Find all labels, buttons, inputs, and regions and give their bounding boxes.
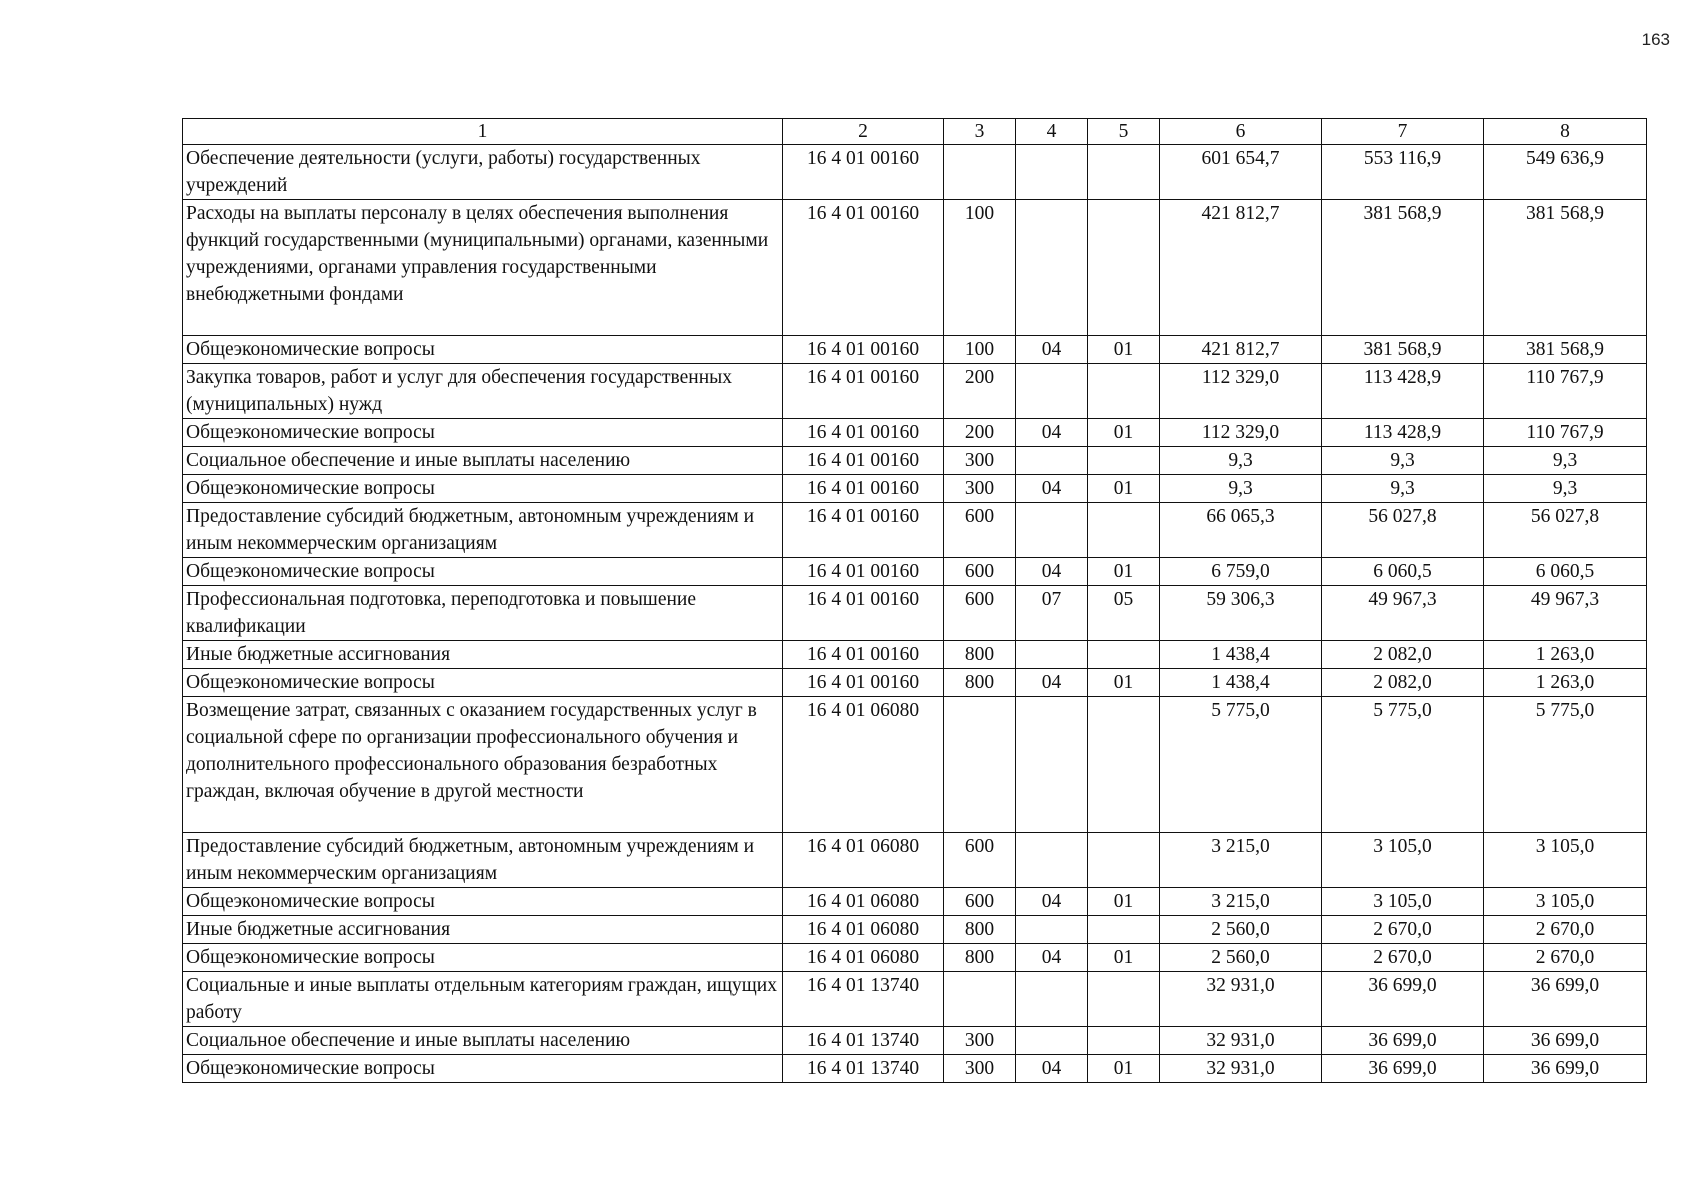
row-value-col6: 9,3 [1160,475,1322,503]
row-section: 04 [1016,1055,1088,1083]
table-row [183,200,1647,336]
row-subsection: 01 [1088,888,1160,916]
row-value-col6: 421 812,7 [1160,200,1322,336]
row-value-col6: 32 931,0 [1160,972,1322,1027]
row-value-col8: 381 568,9 [1484,200,1647,336]
row-expense-type: 100 [944,336,1016,364]
row-section [1016,1027,1088,1055]
row-value-col7: 6 060,5 [1322,558,1484,586]
row-subsection: 01 [1088,336,1160,364]
row-expense-type [944,145,1016,200]
row-subsection: 01 [1088,944,1160,972]
row-expense-type: 800 [944,669,1016,697]
row-expense-type: 300 [944,1055,1016,1083]
row-code: 16 4 01 13740 [783,1055,944,1083]
row-subsection [1088,697,1160,833]
row-expense-type: 800 [944,916,1016,944]
row-section [1016,697,1088,833]
row-code: 16 4 01 13740 [783,1027,944,1055]
row-subsection [1088,972,1160,1027]
row-value-col7: 56 027,8 [1322,503,1484,558]
table-row [183,1027,1647,1055]
row-code: 16 4 01 13740 [783,972,944,1027]
row-value-col7: 36 699,0 [1322,1055,1484,1083]
row-expense-type: 300 [944,1027,1016,1055]
row-name: Возмещение затрат, связанных с оказанием государственных услуг в социальной сфере по организации профессионального обучения и дополнительного профессионального образования безработных граждан, включая обучение в другой местности [183,697,783,833]
row-value-col7: 9,3 [1322,447,1484,475]
table-row [183,944,1647,972]
row-value-col7: 3 105,0 [1322,833,1484,888]
row-code: 16 4 01 00160 [783,447,944,475]
row-value-col8: 36 699,0 [1484,1027,1647,1055]
row-section [1016,503,1088,558]
table-row [183,586,1647,641]
row-subsection: 01 [1088,669,1160,697]
row-value-col7: 2 082,0 [1322,669,1484,697]
table-row [183,447,1647,475]
row-value-col6: 112 329,0 [1160,364,1322,419]
row-value-col7: 36 699,0 [1322,1027,1484,1055]
row-expense-type: 200 [944,364,1016,419]
row-section: 07 [1016,586,1088,641]
row-value-col6: 66 065,3 [1160,503,1322,558]
row-value-col8: 1 263,0 [1484,641,1647,669]
table-row [183,669,1647,697]
row-value-col7: 2 670,0 [1322,916,1484,944]
row-value-col7: 113 428,9 [1322,419,1484,447]
row-section: 04 [1016,336,1088,364]
table-row [183,364,1647,419]
table-row [183,641,1647,669]
row-value-col8: 9,3 [1484,475,1647,503]
table-row [183,336,1647,364]
table-row [183,503,1647,558]
row-section [1016,916,1088,944]
row-value-col6: 3 215,0 [1160,833,1322,888]
row-section: 04 [1016,475,1088,503]
row-name: Социальное обеспечение и иные выплаты населению [183,1027,783,1055]
row-code: 16 4 01 00160 [783,586,944,641]
row-value-col6: 5 775,0 [1160,697,1322,833]
row-name: Обеспечение деятельности (услуги, работы) государственных учреждений [183,145,783,200]
table-row [183,419,1647,447]
row-section: 04 [1016,558,1088,586]
row-subsection [1088,1027,1160,1055]
row-value-col8: 6 060,5 [1484,558,1647,586]
column-header: 7 [1322,119,1484,145]
row-subsection [1088,145,1160,200]
row-value-col7: 113 428,9 [1322,364,1484,419]
row-value-col8: 3 105,0 [1484,833,1647,888]
row-value-col8: 110 767,9 [1484,419,1647,447]
row-value-col6: 59 306,3 [1160,586,1322,641]
row-section: 04 [1016,669,1088,697]
row-subsection [1088,447,1160,475]
row-subsection [1088,833,1160,888]
row-name: Расходы на выплаты персоналу в целях обеспечения выполнения функций государственными (муниципальными) органами, казенными учреждениями, органами управления государственными внебюджетными фондами [183,200,783,336]
row-code: 16 4 01 06080 [783,833,944,888]
row-code: 16 4 01 06080 [783,916,944,944]
row-subsection [1088,364,1160,419]
row-value-col8: 2 670,0 [1484,916,1647,944]
row-section [1016,641,1088,669]
row-code: 16 4 01 00160 [783,669,944,697]
row-value-col8: 36 699,0 [1484,972,1647,1027]
row-name: Социальные и иные выплаты отдельным категориям граждан, ищущих работу [183,972,783,1027]
row-value-col7: 3 105,0 [1322,888,1484,916]
row-code: 16 4 01 00160 [783,641,944,669]
row-name: Общеэкономические вопросы [183,558,783,586]
row-expense-type [944,972,1016,1027]
table-row [183,145,1647,200]
row-value-col8: 3 105,0 [1484,888,1647,916]
row-name: Предоставление субсидий бюджетным, автономным учреждениям и иным некоммерческим организациям [183,833,783,888]
row-code: 16 4 01 00160 [783,145,944,200]
row-value-col8: 49 967,3 [1484,586,1647,641]
row-subsection: 01 [1088,475,1160,503]
row-code: 16 4 01 00160 [783,200,944,336]
column-header: 6 [1160,119,1322,145]
row-value-col8: 5 775,0 [1484,697,1647,833]
row-expense-type: 100 [944,200,1016,336]
row-name: Общеэкономические вопросы [183,944,783,972]
row-value-col6: 6 759,0 [1160,558,1322,586]
row-code: 16 4 01 06080 [783,697,944,833]
column-header: 4 [1016,119,1088,145]
row-expense-type [944,697,1016,833]
row-section [1016,145,1088,200]
row-section: 04 [1016,419,1088,447]
row-value-col7: 49 967,3 [1322,586,1484,641]
row-value-col6: 421 812,7 [1160,336,1322,364]
row-value-col7: 381 568,9 [1322,200,1484,336]
budget-table [182,118,1647,1083]
row-value-col7: 553 116,9 [1322,145,1484,200]
row-value-col6: 112 329,0 [1160,419,1322,447]
column-header: 5 [1088,119,1160,145]
row-section [1016,364,1088,419]
row-name: Социальное обеспечение и иные выплаты населению [183,447,783,475]
row-value-col6: 2 560,0 [1160,944,1322,972]
row-code: 16 4 01 00160 [783,558,944,586]
row-value-col6: 32 931,0 [1160,1027,1322,1055]
row-expense-type: 600 [944,833,1016,888]
row-value-col6: 1 438,4 [1160,669,1322,697]
row-name: Общеэкономические вопросы [183,1055,783,1083]
row-subsection [1088,200,1160,336]
row-name: Иные бюджетные ассигнования [183,916,783,944]
row-section [1016,447,1088,475]
row-name: Общеэкономические вопросы [183,419,783,447]
row-subsection: 01 [1088,558,1160,586]
row-value-col6: 9,3 [1160,447,1322,475]
row-name: Предоставление субсидий бюджетным, автономным учреждениям и иным некоммерческим организациям [183,503,783,558]
row-value-col8: 56 027,8 [1484,503,1647,558]
row-value-col8: 2 670,0 [1484,944,1647,972]
column-header: 8 [1484,119,1647,145]
header-row [183,119,1647,145]
row-name: Общеэкономические вопросы [183,888,783,916]
row-value-col7: 2 082,0 [1322,641,1484,669]
row-value-col8: 9,3 [1484,447,1647,475]
table-row [183,972,1647,1027]
row-value-col6: 2 560,0 [1160,916,1322,944]
row-value-col8: 381 568,9 [1484,336,1647,364]
table-row [183,475,1647,503]
table-row [183,697,1647,833]
row-section [1016,200,1088,336]
row-subsection: 05 [1088,586,1160,641]
row-expense-type: 600 [944,503,1016,558]
row-value-col7: 2 670,0 [1322,944,1484,972]
row-value-col6: 1 438,4 [1160,641,1322,669]
row-subsection: 01 [1088,419,1160,447]
row-subsection [1088,641,1160,669]
row-code: 16 4 01 00160 [783,475,944,503]
row-value-col7: 36 699,0 [1322,972,1484,1027]
row-value-col6: 601 654,7 [1160,145,1322,200]
row-value-col6: 3 215,0 [1160,888,1322,916]
row-expense-type: 300 [944,447,1016,475]
table-row [183,833,1647,888]
table-row [183,558,1647,586]
row-name: Профессиональная подготовка, переподготовка и повышение квалификации [183,586,783,641]
table-row [183,1055,1647,1083]
row-subsection [1088,503,1160,558]
row-section: 04 [1016,888,1088,916]
row-expense-type: 800 [944,641,1016,669]
row-expense-type: 800 [944,944,1016,972]
row-code: 16 4 01 06080 [783,888,944,916]
row-value-col7: 5 775,0 [1322,697,1484,833]
row-code: 16 4 01 00160 [783,336,944,364]
row-name: Общеэкономические вопросы [183,669,783,697]
row-expense-type: 300 [944,475,1016,503]
row-value-col7: 9,3 [1322,475,1484,503]
column-header: 3 [944,119,1016,145]
row-value-col7: 381 568,9 [1322,336,1484,364]
row-name: Закупка товаров, работ и услуг для обеспечения государственных (муниципальных) нужд [183,364,783,419]
row-name: Общеэкономические вопросы [183,475,783,503]
column-header: 1 [183,119,783,145]
row-name: Общеэкономические вопросы [183,336,783,364]
row-value-col8: 36 699,0 [1484,1055,1647,1083]
row-section [1016,972,1088,1027]
row-value-col6: 32 931,0 [1160,1055,1322,1083]
row-subsection: 01 [1088,1055,1160,1083]
row-value-col8: 549 636,9 [1484,145,1647,200]
row-code: 16 4 01 06080 [783,944,944,972]
row-name: Иные бюджетные ассигнования [183,641,783,669]
table-row [183,888,1647,916]
row-subsection [1088,916,1160,944]
row-value-col8: 1 263,0 [1484,669,1647,697]
table-row [183,916,1647,944]
table-body [183,145,1647,1083]
row-code: 16 4 01 00160 [783,503,944,558]
row-section [1016,833,1088,888]
row-code: 16 4 01 00160 [783,364,944,419]
page-number: 163 [1641,30,1670,49]
row-section: 04 [1016,944,1088,972]
row-value-col8: 110 767,9 [1484,364,1647,419]
row-expense-type: 200 [944,419,1016,447]
row-expense-type: 600 [944,888,1016,916]
row-code: 16 4 01 00160 [783,419,944,447]
row-expense-type: 600 [944,558,1016,586]
row-expense-type: 600 [944,586,1016,641]
column-header: 2 [783,119,944,145]
